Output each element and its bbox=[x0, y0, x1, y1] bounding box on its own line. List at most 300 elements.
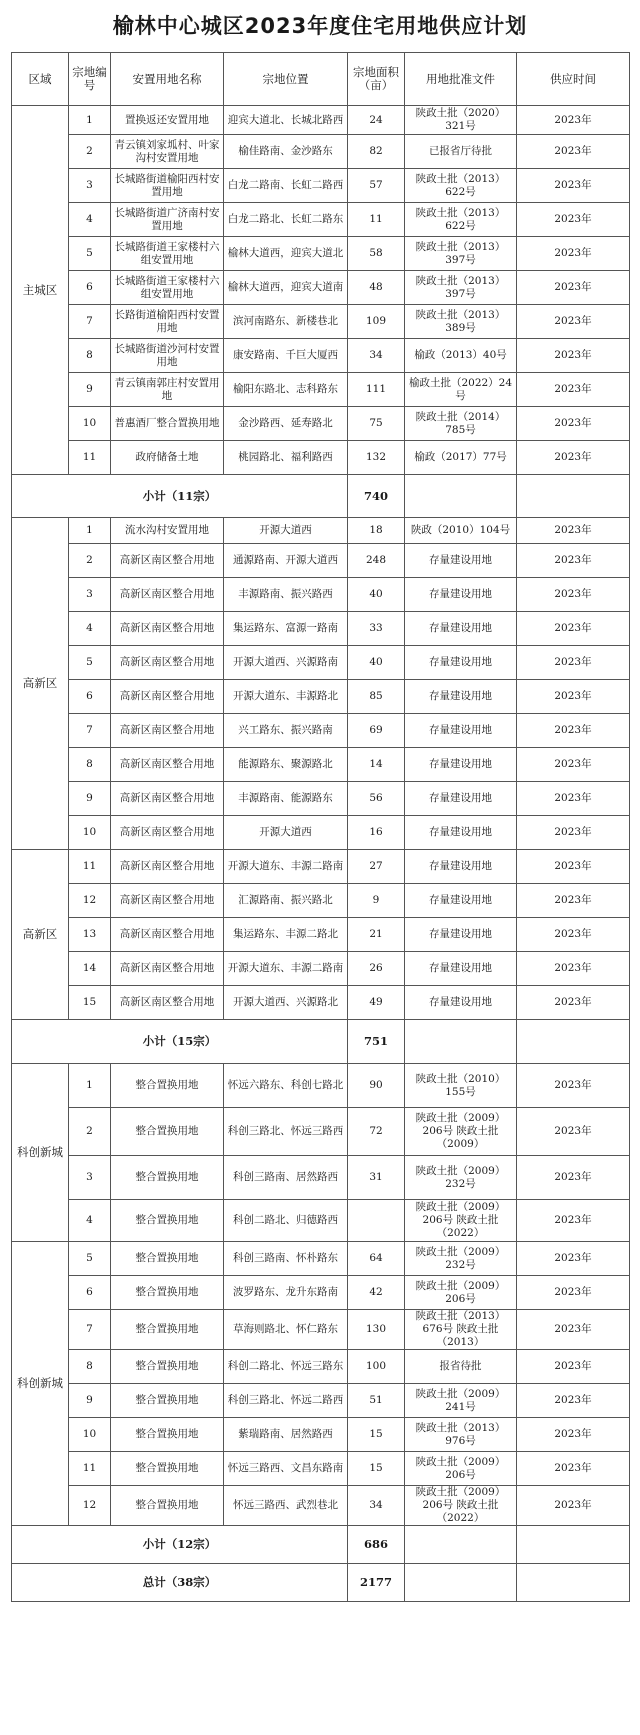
cell-name: 高新区南区整合用地 bbox=[111, 986, 224, 1020]
cell-area bbox=[348, 1200, 405, 1242]
table-row bbox=[12, 1384, 630, 1418]
cell-location: 丰源路南、能源路东 bbox=[224, 782, 348, 816]
cell-location: 兴工路东、振兴路南 bbox=[224, 714, 348, 748]
cell-name: 整合置换用地 bbox=[111, 1276, 224, 1310]
cell-no: 11 bbox=[69, 1452, 111, 1486]
cell-area: 14 bbox=[348, 748, 405, 782]
table-body bbox=[12, 106, 630, 1602]
cell-name: 长路街道榆阳西村安置用地 bbox=[111, 305, 224, 339]
cell-location: 榆林大道西，迎宾大道南 bbox=[224, 271, 348, 305]
cell-no: 1 bbox=[69, 1064, 111, 1108]
cell-area: 85 bbox=[348, 680, 405, 714]
cell-name: 长城路街道王家楼村六组安置用地 bbox=[111, 271, 224, 305]
cell-approval-document: 存量建设用地 bbox=[405, 578, 517, 612]
table-row bbox=[12, 106, 630, 135]
table-row bbox=[12, 203, 630, 237]
cell-approval-document: 陕政土批（2014）785号 bbox=[405, 407, 517, 441]
cell-approval-document: 存量建设用地 bbox=[405, 748, 517, 782]
cell-supply-time: 2023年 bbox=[517, 918, 630, 952]
subtotal-row bbox=[12, 475, 630, 518]
cell-no: 11 bbox=[69, 441, 111, 475]
cell-approval-document: 陕政土批（2013）976号 bbox=[405, 1418, 517, 1452]
cell-name: 整合置换用地 bbox=[111, 1350, 224, 1384]
cell-location: 波罗路东、龙升东路南 bbox=[224, 1276, 348, 1310]
cell-name: 长城路街道广济南村安置用地 bbox=[111, 203, 224, 237]
subtotal-label: 小计（15宗） bbox=[12, 1020, 348, 1064]
cell-no: 7 bbox=[69, 714, 111, 748]
total-label: 总计（38宗） bbox=[12, 1564, 348, 1602]
cell-no: 15 bbox=[69, 986, 111, 1020]
cell-area: 72 bbox=[348, 1108, 405, 1156]
cell-approval-document: 陕政土批（2010）155号 bbox=[405, 1064, 517, 1108]
cell-name: 高新区南区整合用地 bbox=[111, 714, 224, 748]
cell-location: 迎宾大道北、长城北路西 bbox=[224, 106, 348, 135]
cell-no: 12 bbox=[69, 1486, 111, 1526]
cell-location: 开源大道东、丰源路北 bbox=[224, 680, 348, 714]
cell-approval-document: 存量建设用地 bbox=[405, 612, 517, 646]
total-area: 2177 bbox=[348, 1564, 405, 1602]
table-row bbox=[12, 612, 630, 646]
cell-location: 汇源路南、振兴路北 bbox=[224, 884, 348, 918]
cell-supply-time: 2023年 bbox=[517, 748, 630, 782]
cell-area: 40 bbox=[348, 578, 405, 612]
cell-no: 14 bbox=[69, 952, 111, 986]
table-row bbox=[12, 952, 630, 986]
cell-no: 7 bbox=[69, 1310, 111, 1350]
page-title: 榆林中心城区2023年度住宅用地供应计划 bbox=[112, 14, 528, 38]
subtotal-empty-doc bbox=[405, 475, 517, 518]
cell-area: 11 bbox=[348, 203, 405, 237]
subtotal-area: 686 bbox=[348, 1526, 405, 1564]
cell-supply-time: 2023年 bbox=[517, 1350, 630, 1384]
cell-approval-document: 存量建设用地 bbox=[405, 646, 517, 680]
cell-name: 高新区南区整合用地 bbox=[111, 544, 224, 578]
cell-no: 11 bbox=[69, 850, 111, 884]
cell-location: 能源路东、聚源路北 bbox=[224, 748, 348, 782]
cell-supply-time: 2023年 bbox=[517, 373, 630, 407]
subtotal-empty-time bbox=[517, 1526, 630, 1564]
cell-supply-time: 2023年 bbox=[517, 952, 630, 986]
table-row bbox=[12, 680, 630, 714]
table-row bbox=[12, 407, 630, 441]
cell-supply-time: 2023年 bbox=[517, 135, 630, 169]
cell-approval-document: 陕政土批（2009）232号 bbox=[405, 1156, 517, 1200]
cell-area: 69 bbox=[348, 714, 405, 748]
cell-area: 34 bbox=[348, 339, 405, 373]
cell-approval-document: 存量建设用地 bbox=[405, 918, 517, 952]
cell-approval-document: 存量建设用地 bbox=[405, 884, 517, 918]
cell-approval-document: 陕政土批（2009）232号 bbox=[405, 1242, 517, 1276]
cell-supply-time: 2023年 bbox=[517, 986, 630, 1020]
cell-name: 高新区南区整合用地 bbox=[111, 578, 224, 612]
cell-name: 整合置换用地 bbox=[111, 1200, 224, 1242]
cell-location: 桃园路北、福利路西 bbox=[224, 441, 348, 475]
cell-area: 42 bbox=[348, 1276, 405, 1310]
cell-supply-time: 2023年 bbox=[517, 271, 630, 305]
cell-approval-document: 陕政（2010）104号 bbox=[405, 518, 517, 544]
cell-name: 高新区南区整合用地 bbox=[111, 918, 224, 952]
subtotal-row bbox=[12, 1526, 630, 1564]
table-row bbox=[12, 986, 630, 1020]
cell-area: 111 bbox=[348, 373, 405, 407]
cell-approval-document: 陕政土批（2020）321号 bbox=[405, 106, 517, 135]
region-cell: 高新区 bbox=[12, 518, 69, 850]
table-row bbox=[12, 918, 630, 952]
cell-supply-time: 2023年 bbox=[517, 816, 630, 850]
cell-no: 10 bbox=[69, 407, 111, 441]
table-row bbox=[12, 271, 630, 305]
cell-location: 开源大道西 bbox=[224, 816, 348, 850]
cell-supply-time: 2023年 bbox=[517, 203, 630, 237]
cell-location: 紫瑞路南、居然路西 bbox=[224, 1418, 348, 1452]
total-empty-doc bbox=[405, 1564, 517, 1602]
cell-approval-document: 陕政土批（2009）206号 陕政土批（2022） bbox=[405, 1200, 517, 1242]
cell-area: 40 bbox=[348, 646, 405, 680]
cell-no: 6 bbox=[69, 1276, 111, 1310]
header-area: 宗地面积（亩） bbox=[348, 53, 405, 106]
table-row bbox=[12, 816, 630, 850]
cell-no: 8 bbox=[69, 339, 111, 373]
cell-name: 普惠酒厂整合置换用地 bbox=[111, 407, 224, 441]
cell-location: 科创三路北、怀远二路西 bbox=[224, 1384, 348, 1418]
cell-no: 9 bbox=[69, 782, 111, 816]
cell-supply-time: 2023年 bbox=[517, 646, 630, 680]
cell-no: 1 bbox=[69, 106, 111, 135]
cell-location: 康安路南、千巨大厦西 bbox=[224, 339, 348, 373]
cell-name: 长城路街道沙河村安置用地 bbox=[111, 339, 224, 373]
cell-approval-document: 存量建设用地 bbox=[405, 782, 517, 816]
cell-location: 榆阳东路北、志科路东 bbox=[224, 373, 348, 407]
cell-location: 白龙二路南、长虹二路西 bbox=[224, 169, 348, 203]
header-approval-document: 用地批准文件 bbox=[405, 53, 517, 106]
cell-area: 130 bbox=[348, 1310, 405, 1350]
cell-no: 6 bbox=[69, 680, 111, 714]
table-row bbox=[12, 748, 630, 782]
cell-no: 12 bbox=[69, 884, 111, 918]
cell-no: 9 bbox=[69, 373, 111, 407]
cell-location: 白龙二路北、长虹二路东 bbox=[224, 203, 348, 237]
cell-area: 132 bbox=[348, 441, 405, 475]
cell-name: 青云镇南郭庄村安置用地 bbox=[111, 373, 224, 407]
cell-name: 高新区南区整合用地 bbox=[111, 850, 224, 884]
cell-approval-document: 存量建设用地 bbox=[405, 986, 517, 1020]
table-row bbox=[12, 339, 630, 373]
cell-location: 滨河南路东、新楼巷北 bbox=[224, 305, 348, 339]
subtotal-row bbox=[12, 1020, 630, 1064]
cell-location: 开源大道东、丰源二路南 bbox=[224, 952, 348, 986]
cell-no: 7 bbox=[69, 305, 111, 339]
subtotal-empty-time bbox=[517, 475, 630, 518]
cell-supply-time: 2023年 bbox=[517, 1384, 630, 1418]
cell-supply-time: 2023年 bbox=[517, 884, 630, 918]
cell-area: 24 bbox=[348, 106, 405, 135]
table-row bbox=[12, 578, 630, 612]
header-region: 区域 bbox=[12, 53, 69, 106]
table-row bbox=[12, 714, 630, 748]
cell-name: 高新区南区整合用地 bbox=[111, 612, 224, 646]
cell-area: 31 bbox=[348, 1156, 405, 1200]
cell-no: 3 bbox=[69, 169, 111, 203]
cell-name: 高新区南区整合用地 bbox=[111, 782, 224, 816]
table-row bbox=[12, 1310, 630, 1350]
cell-location: 集运路东、丰源二路北 bbox=[224, 918, 348, 952]
cell-approval-document: 榆政（2013）40号 bbox=[405, 339, 517, 373]
cell-location: 科创二路北、归德路西 bbox=[224, 1200, 348, 1242]
cell-no: 10 bbox=[69, 1418, 111, 1452]
cell-no: 2 bbox=[69, 1108, 111, 1156]
cell-location: 集运路东、富源一路南 bbox=[224, 612, 348, 646]
cell-no: 8 bbox=[69, 1350, 111, 1384]
cell-name: 高新区南区整合用地 bbox=[111, 816, 224, 850]
cell-no: 5 bbox=[69, 237, 111, 271]
cell-supply-time: 2023年 bbox=[517, 578, 630, 612]
cell-area: 33 bbox=[348, 612, 405, 646]
cell-supply-time: 2023年 bbox=[517, 1486, 630, 1526]
cell-supply-time: 2023年 bbox=[517, 441, 630, 475]
cell-approval-document: 陕政土批（2013）622号 bbox=[405, 169, 517, 203]
cell-name: 青云镇刘家坬村、叶家沟村安置用地 bbox=[111, 135, 224, 169]
cell-supply-time: 2023年 bbox=[517, 1108, 630, 1156]
cell-area: 109 bbox=[348, 305, 405, 339]
cell-name: 整合置换用地 bbox=[111, 1452, 224, 1486]
cell-area: 75 bbox=[348, 407, 405, 441]
cell-name: 整合置换用地 bbox=[111, 1486, 224, 1526]
table-row bbox=[12, 237, 630, 271]
cell-name: 高新区南区整合用地 bbox=[111, 748, 224, 782]
cell-supply-time: 2023年 bbox=[517, 407, 630, 441]
table-row bbox=[12, 1156, 630, 1200]
cell-approval-document: 存量建设用地 bbox=[405, 680, 517, 714]
table-row bbox=[12, 441, 630, 475]
cell-no: 4 bbox=[69, 203, 111, 237]
cell-approval-document: 存量建设用地 bbox=[405, 714, 517, 748]
cell-supply-time: 2023年 bbox=[517, 106, 630, 135]
cell-location: 怀远三路西、武烈巷北 bbox=[224, 1486, 348, 1526]
cell-approval-document: 榆政土批（2022）24号 bbox=[405, 373, 517, 407]
cell-area: 9 bbox=[348, 884, 405, 918]
cell-name: 整合置换用地 bbox=[111, 1108, 224, 1156]
cell-approval-document: 陕政土批（2009）241号 bbox=[405, 1384, 517, 1418]
header-supply-time: 供应时间 bbox=[517, 53, 630, 106]
subtotal-empty-time bbox=[517, 1020, 630, 1064]
land-supply-table bbox=[11, 52, 630, 1602]
cell-approval-document: 陕政土批（2013）397号 bbox=[405, 237, 517, 271]
subtotal-empty-doc bbox=[405, 1020, 517, 1064]
cell-location: 科创三路南、怀朴路东 bbox=[224, 1242, 348, 1276]
cell-name: 流水沟村安置用地 bbox=[111, 518, 224, 544]
table-row bbox=[12, 1350, 630, 1384]
total-row bbox=[12, 1564, 630, 1602]
cell-approval-document: 陕政土批（2009）206号 bbox=[405, 1276, 517, 1310]
cell-supply-time: 2023年 bbox=[517, 544, 630, 578]
subtotal-area: 751 bbox=[348, 1020, 405, 1064]
cell-location: 科创三路南、居然路西 bbox=[224, 1156, 348, 1200]
cell-no: 9 bbox=[69, 1384, 111, 1418]
cell-name: 高新区南区整合用地 bbox=[111, 952, 224, 986]
cell-supply-time: 2023年 bbox=[517, 1418, 630, 1452]
cell-supply-time: 2023年 bbox=[517, 612, 630, 646]
cell-name: 长城路街道王家楼村六组安置用地 bbox=[111, 237, 224, 271]
cell-approval-document: 陕政土批（2013）676号 陕政土批（2013） bbox=[405, 1310, 517, 1350]
cell-location: 榆林大道西，迎宾大道北 bbox=[224, 237, 348, 271]
cell-name: 整合置换用地 bbox=[111, 1384, 224, 1418]
cell-no: 2 bbox=[69, 544, 111, 578]
cell-no: 8 bbox=[69, 748, 111, 782]
header-location: 宗地位置 bbox=[224, 53, 348, 106]
table-row bbox=[12, 135, 630, 169]
cell-supply-time: 2023年 bbox=[517, 237, 630, 271]
cell-area: 56 bbox=[348, 782, 405, 816]
cell-approval-document: 陕政土批（2009）206号 bbox=[405, 1452, 517, 1486]
table-row bbox=[12, 305, 630, 339]
cell-name: 整合置换用地 bbox=[111, 1156, 224, 1200]
cell-area: 18 bbox=[348, 518, 405, 544]
cell-location: 草海则路北、怀仁路东 bbox=[224, 1310, 348, 1350]
table-row bbox=[12, 373, 630, 407]
table-row bbox=[12, 1418, 630, 1452]
cell-location: 怀远三路西、文昌东路南 bbox=[224, 1452, 348, 1486]
table-row bbox=[12, 782, 630, 816]
cell-approval-document: 存量建设用地 bbox=[405, 544, 517, 578]
cell-supply-time: 2023年 bbox=[517, 1452, 630, 1486]
cell-area: 15 bbox=[348, 1418, 405, 1452]
cell-area: 248 bbox=[348, 544, 405, 578]
cell-name: 整合置换用地 bbox=[111, 1242, 224, 1276]
cell-supply-time: 2023年 bbox=[517, 1310, 630, 1350]
cell-area: 21 bbox=[348, 918, 405, 952]
cell-no: 3 bbox=[69, 578, 111, 612]
cell-location: 开源大道西、兴源路北 bbox=[224, 986, 348, 1020]
cell-area: 58 bbox=[348, 237, 405, 271]
cell-location: 科创二路北、怀远三路东 bbox=[224, 1350, 348, 1384]
table-row bbox=[12, 169, 630, 203]
total-empty-time bbox=[517, 1564, 630, 1602]
cell-location: 科创三路北、怀远三路西 bbox=[224, 1108, 348, 1156]
region-cell: 科创新城 bbox=[12, 1064, 69, 1242]
cell-supply-time: 2023年 bbox=[517, 305, 630, 339]
cell-no: 10 bbox=[69, 816, 111, 850]
cell-area: 26 bbox=[348, 952, 405, 986]
cell-no: 5 bbox=[69, 1242, 111, 1276]
cell-supply-time: 2023年 bbox=[517, 518, 630, 544]
cell-location: 开源大道西、兴源路南 bbox=[224, 646, 348, 680]
cell-approval-document: 存量建设用地 bbox=[405, 850, 517, 884]
cell-supply-time: 2023年 bbox=[517, 1242, 630, 1276]
cell-location: 榆佳路南、金沙路东 bbox=[224, 135, 348, 169]
cell-area: 34 bbox=[348, 1486, 405, 1526]
header-land-name: 安置用地名称 bbox=[111, 53, 224, 106]
cell-approval-document: 陕政土批（2013）397号 bbox=[405, 271, 517, 305]
cell-area: 27 bbox=[348, 850, 405, 884]
cell-approval-document: 陕政土批（2013）389号 bbox=[405, 305, 517, 339]
cell-name: 整合置换用地 bbox=[111, 1310, 224, 1350]
cell-name: 长城路街道榆阳西村安置用地 bbox=[111, 169, 224, 203]
cell-location: 开源大道东、丰源二路南 bbox=[224, 850, 348, 884]
cell-area: 51 bbox=[348, 1384, 405, 1418]
cell-approval-document: 陕政土批（2013）622号 bbox=[405, 203, 517, 237]
cell-location: 开源大道西 bbox=[224, 518, 348, 544]
cell-location: 丰源路南、振兴路西 bbox=[224, 578, 348, 612]
table-header-row bbox=[12, 53, 630, 106]
subtotal-label: 小计（11宗） bbox=[12, 475, 348, 518]
cell-area: 15 bbox=[348, 1452, 405, 1486]
cell-no: 1 bbox=[69, 518, 111, 544]
subtotal-area: 740 bbox=[348, 475, 405, 518]
cell-supply-time: 2023年 bbox=[517, 782, 630, 816]
cell-location: 通源路南、开源大道西 bbox=[224, 544, 348, 578]
cell-location: 怀远六路东、科创七路北 bbox=[224, 1064, 348, 1108]
cell-supply-time: 2023年 bbox=[517, 1064, 630, 1108]
table-row bbox=[12, 518, 630, 544]
cell-area: 57 bbox=[348, 169, 405, 203]
cell-location: 金沙路西、延寿路北 bbox=[224, 407, 348, 441]
region-cell: 科创新城 bbox=[12, 1242, 69, 1526]
cell-name: 整合置换用地 bbox=[111, 1418, 224, 1452]
table-row bbox=[12, 1108, 630, 1156]
cell-supply-time: 2023年 bbox=[517, 680, 630, 714]
cell-area: 64 bbox=[348, 1242, 405, 1276]
cell-area: 82 bbox=[348, 135, 405, 169]
cell-area: 90 bbox=[348, 1064, 405, 1108]
cell-no: 13 bbox=[69, 918, 111, 952]
table-row bbox=[12, 884, 630, 918]
table-row bbox=[12, 646, 630, 680]
cell-supply-time: 2023年 bbox=[517, 1156, 630, 1200]
region-cell: 高新区 bbox=[12, 850, 69, 1020]
cell-supply-time: 2023年 bbox=[517, 169, 630, 203]
cell-name: 高新区南区整合用地 bbox=[111, 884, 224, 918]
cell-approval-document: 存量建设用地 bbox=[405, 952, 517, 986]
cell-no: 2 bbox=[69, 135, 111, 169]
table-row bbox=[12, 1452, 630, 1486]
cell-no: 4 bbox=[69, 612, 111, 646]
subtotal-empty-doc bbox=[405, 1526, 517, 1564]
cell-approval-document: 存量建设用地 bbox=[405, 816, 517, 850]
region-cell: 主城区 bbox=[12, 106, 69, 475]
header-parcel-number: 宗地编号 bbox=[69, 53, 111, 106]
table-row bbox=[12, 544, 630, 578]
table-row bbox=[12, 850, 630, 884]
cell-approval-document: 榆政（2017）77号 bbox=[405, 441, 517, 475]
cell-supply-time: 2023年 bbox=[517, 714, 630, 748]
cell-area: 49 bbox=[348, 986, 405, 1020]
cell-no: 3 bbox=[69, 1156, 111, 1200]
cell-area: 48 bbox=[348, 271, 405, 305]
cell-name: 置换返还安置用地 bbox=[111, 106, 224, 135]
cell-supply-time: 2023年 bbox=[517, 339, 630, 373]
cell-approval-document: 报省待批 bbox=[405, 1350, 517, 1384]
cell-supply-time: 2023年 bbox=[517, 1276, 630, 1310]
cell-area: 16 bbox=[348, 816, 405, 850]
subtotal-label: 小计（12宗） bbox=[12, 1526, 348, 1564]
table-row bbox=[12, 1200, 630, 1242]
table-row bbox=[12, 1276, 630, 1310]
cell-approval-document: 陕政土批（2009）206号 陕政土批（2022） bbox=[405, 1486, 517, 1526]
cell-supply-time: 2023年 bbox=[517, 850, 630, 884]
cell-area: 100 bbox=[348, 1350, 405, 1384]
cell-approval-document: 陕政土批（2009）206号 陕政土批（2009） bbox=[405, 1108, 517, 1156]
table-row bbox=[12, 1242, 630, 1276]
cell-supply-time: 2023年 bbox=[517, 1200, 630, 1242]
table-row bbox=[12, 1486, 630, 1526]
cell-name: 高新区南区整合用地 bbox=[111, 646, 224, 680]
cell-no: 6 bbox=[69, 271, 111, 305]
cell-name: 政府储备土地 bbox=[111, 441, 224, 475]
cell-approval-document: 已报省厅待批 bbox=[405, 135, 517, 169]
cell-name: 高新区南区整合用地 bbox=[111, 680, 224, 714]
table-row bbox=[12, 1064, 630, 1108]
cell-no: 5 bbox=[69, 646, 111, 680]
